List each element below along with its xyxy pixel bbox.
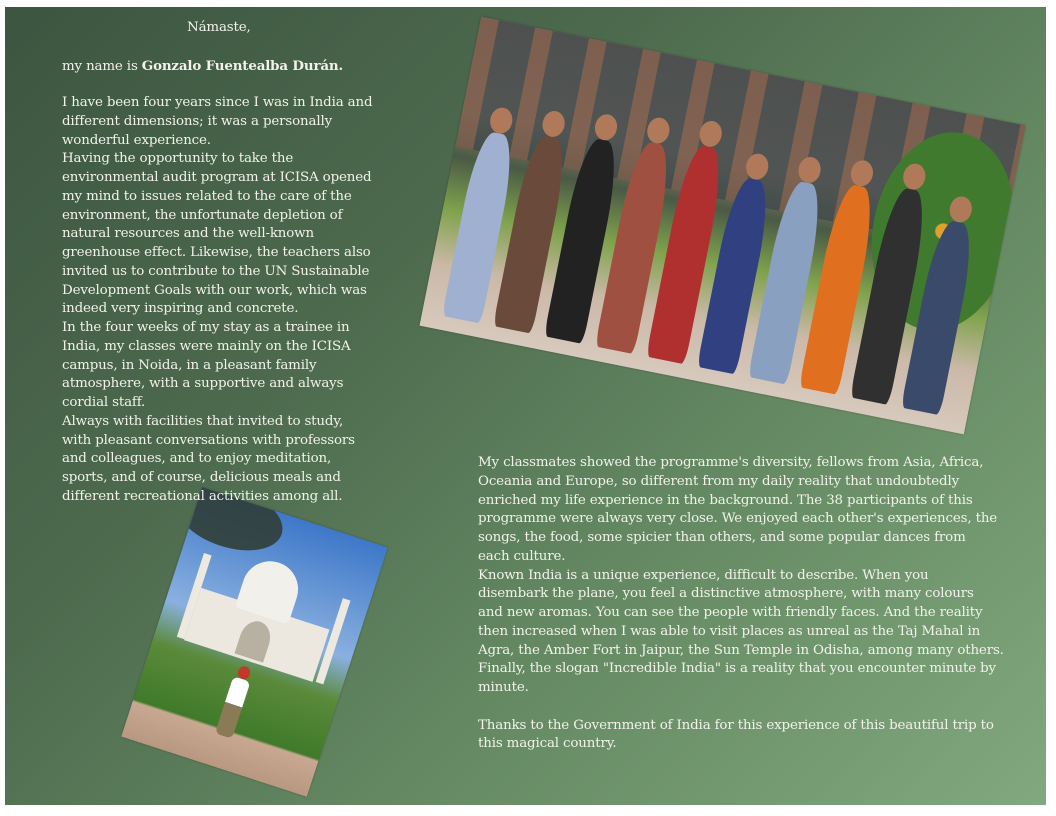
text-line: indeed very inspiring and concrete. [62,301,299,317]
text-line: wonderful experience. [62,132,211,148]
text-line: atmosphere, with a supportive and always [62,376,344,392]
author-figure [215,676,251,739]
author-name: Gonzalo Fuentealba Durán. [141,57,344,74]
text-line [478,698,1004,717]
text-line: natural resources and the well-known [62,226,314,242]
text-line: Development Goals with our work, which was [62,282,367,298]
text-line: In the four weeks of my stay as a trainee in [62,320,350,335]
text-line: with pleasant conversations with professors [62,432,355,448]
text-line: Agra, the Amber Fort in Jaipur, the Sun Temple in Odisha, among many others. [478,642,1004,658]
text-line: programme were always very close. We enjoyed each other's experiences, the [478,511,998,527]
text-line: campus, in Noida, in a pleasant family [62,357,317,373]
text-line: Oceania and Europe, so different from my daily reality that undoubtedly [478,473,959,489]
left-column-text [62,19,372,507]
text-line: India, my classes were mainly on the ICISA [62,338,351,354]
text-line: greenhouse effect. Likewise, the teachers also [62,245,371,260]
newsletter-page [5,7,1046,805]
text-line: invited us to contribute to the UN Sustainable [62,263,370,279]
right-column-text [478,454,1004,754]
text-line: Thanks to the Government of India for this experience of this beautiful trip to [478,717,994,733]
text-line: my mind to issues related to the care of the [62,188,352,204]
group-photo [420,17,1026,435]
text-line: different recreational activities among all. [62,488,343,504]
text-line: disembark the plane, you feel a distinctive atmosphere, with many colours [478,586,974,602]
text-line: minute. [478,680,529,695]
text-line: Known India is a unique experience, difficult to describe. When you [478,567,929,583]
text-line: Finally, the slogan "Incredible India" is a reality that you encounter minute by [478,661,996,677]
intro-prefix: my name is [62,58,142,74]
text-line: and new aromas. You can see the people with friendly faces. And the reality [478,605,983,620]
intro-line [62,57,372,76]
text-line: I have been four years since I was in India and [62,95,373,110]
text-line: environment, the unfortunate depletion of [62,207,343,223]
text-line: environmental audit program at ICISA opened [62,170,372,185]
text-line: Always with facilities that invited to study, [62,413,344,429]
text-line: sports, and of course, delicious meals and [62,470,341,485]
text-line: different dimensions; it was a personally [62,113,333,129]
taj-mahal-photo [121,487,387,796]
text-line: each culture. [478,548,566,564]
text-line: then increased when I was able to visit places as unreal as the Taj Mahal in [478,623,981,639]
text-line: and colleagues, and to enjoy meditation, [62,451,332,467]
text-line: songs, the food, some spicier than others, and some popular dances from [478,530,966,545]
text-line: enriched my life experience in the background. The 38 participants of this [478,492,973,508]
greeting: Námaste, [187,20,251,35]
text-line: cordial staff. [62,395,146,410]
text-line: Having the opportunity to take the [62,151,294,167]
text-line: My classmates showed the programme's diversity, fellows from Asia, Africa, [478,455,984,470]
text-line: this magical country. [478,736,617,752]
